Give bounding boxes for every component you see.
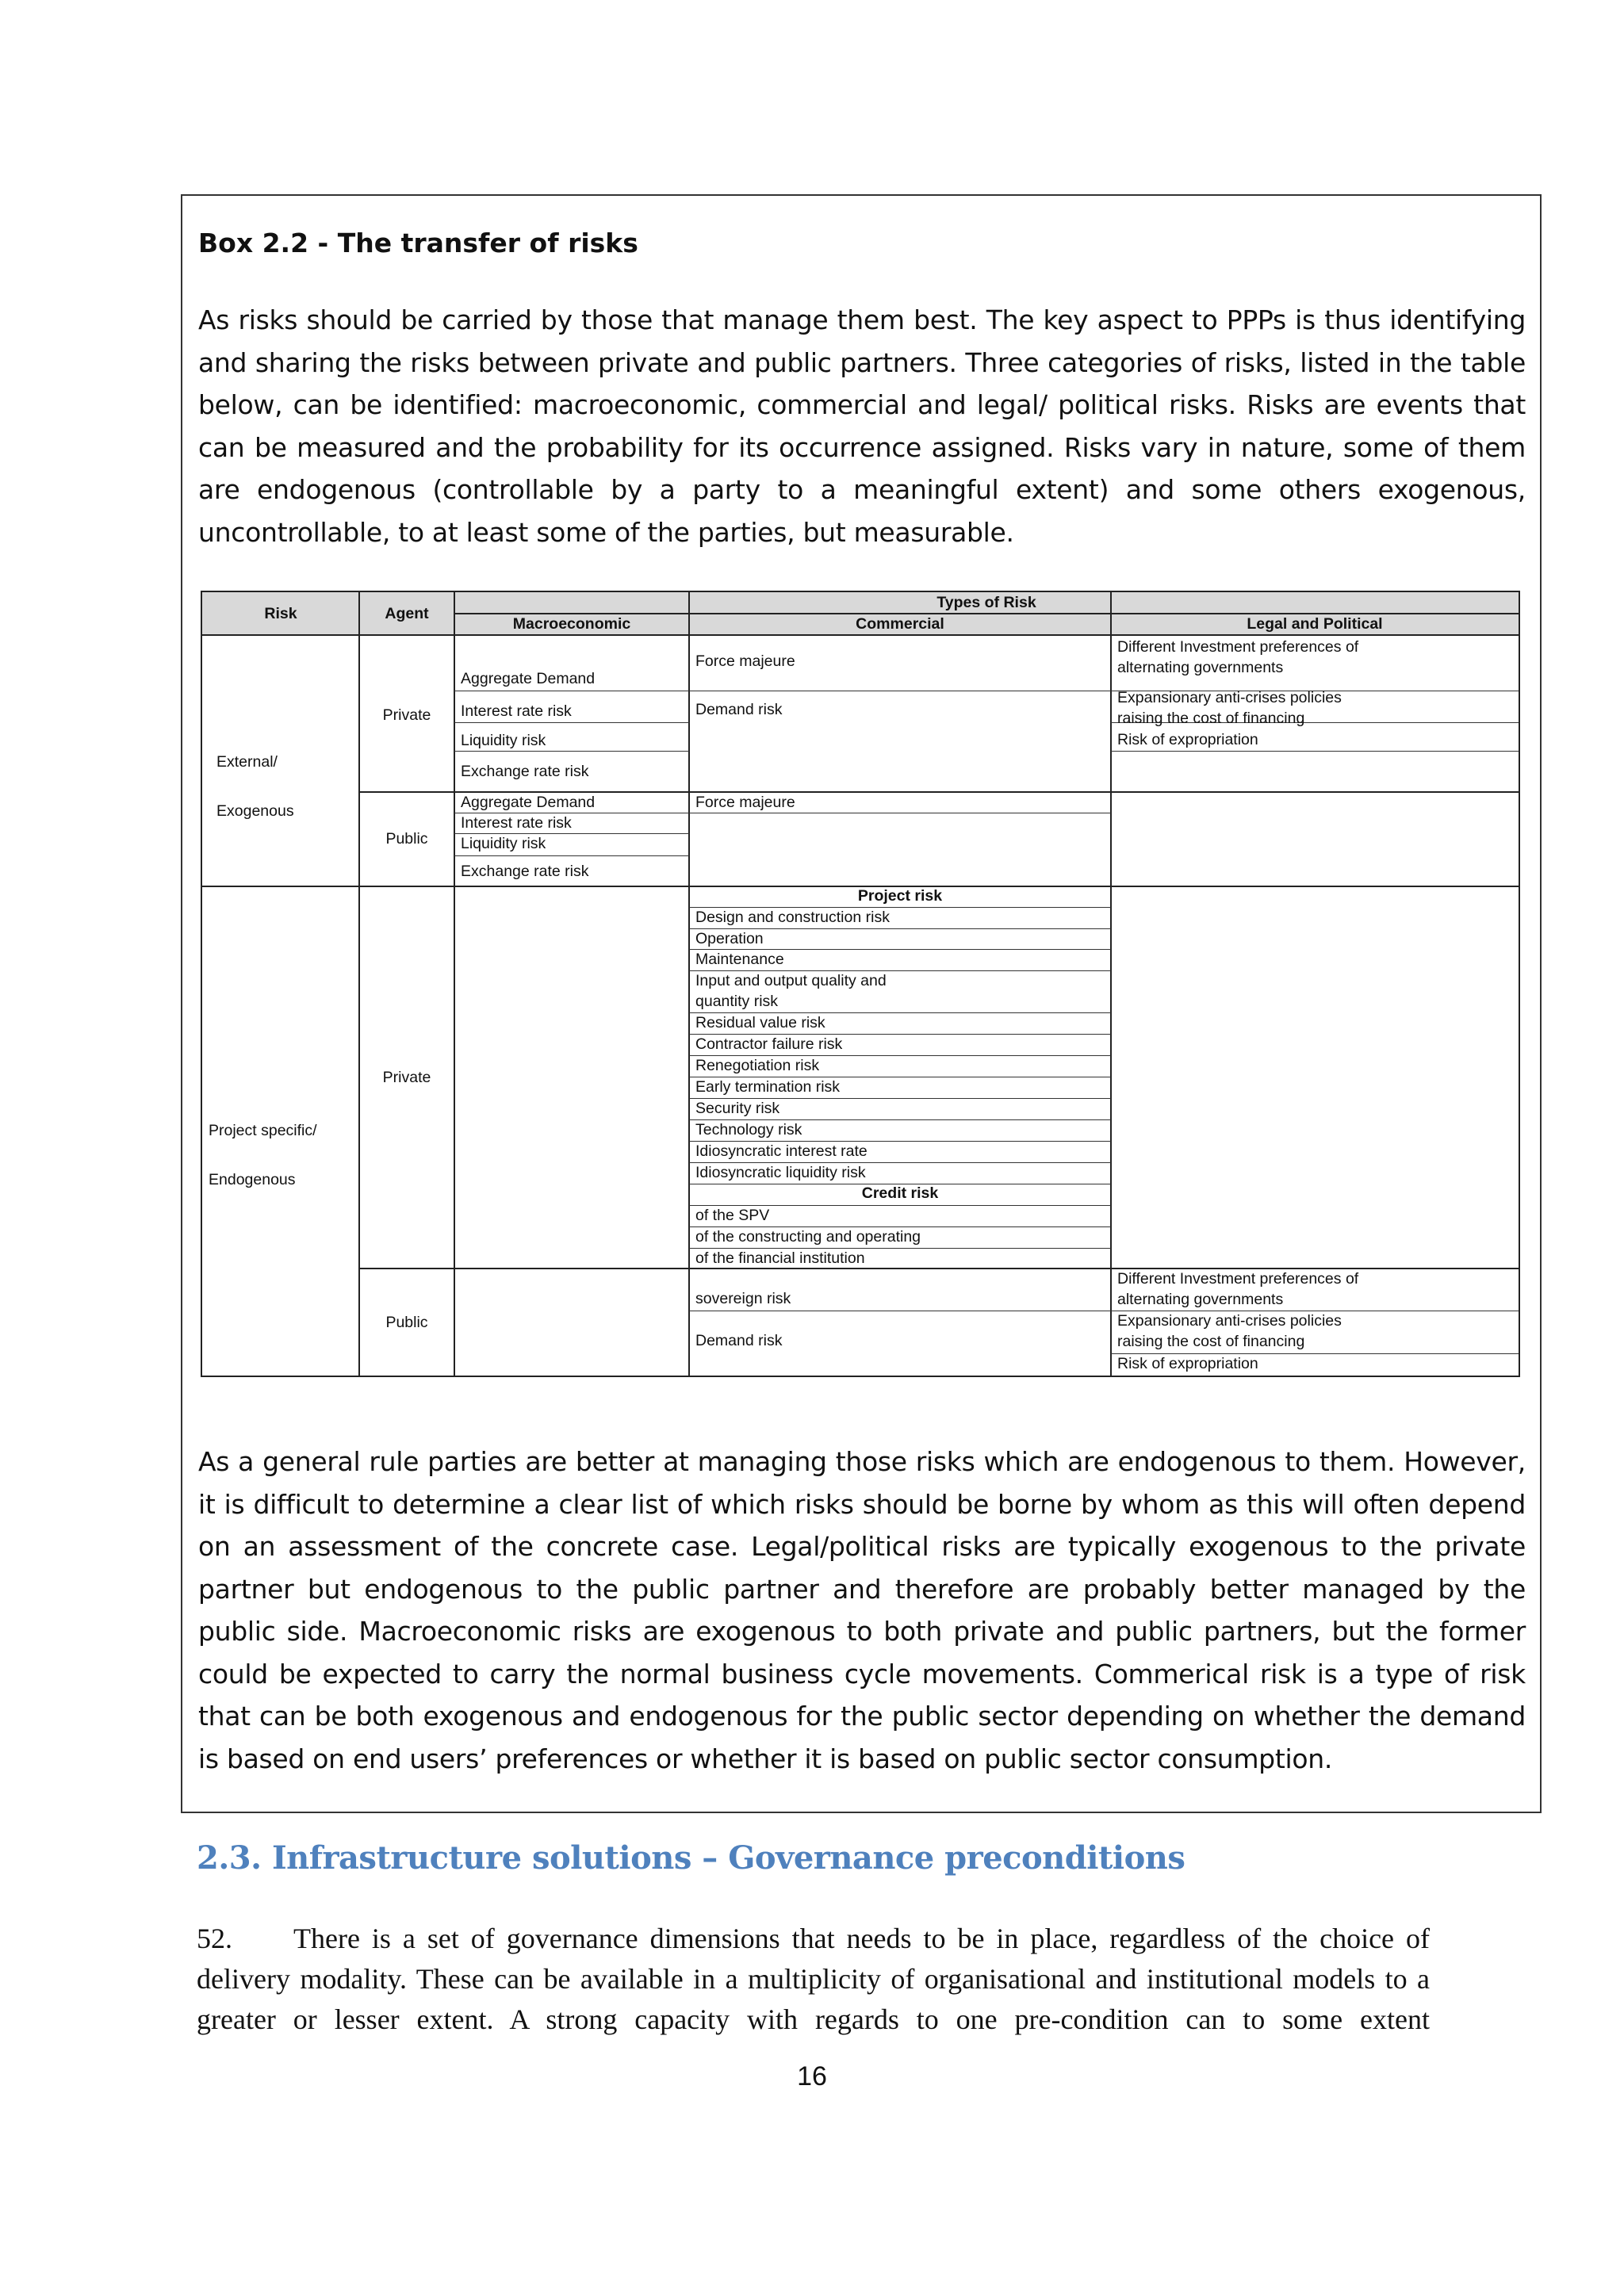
project-risk-item: Contractor failure risk <box>695 1035 843 1053</box>
box-intro-paragraph: As risks should be carried by those that manage them best. The key aspect to PPPs is thus identifying and sharing the risks between private and public partners. Three categories of risks, listed in the table below, can be identified: macroeconomic, commercial and legal/ political risks. Risks are events that can be measured and the probability for its occurrence assigned. Risks vary in nature, some of them are endogenous (controllable by a party to a meaningful extent) and some others exogenous, uncontrollable, to at least some of the parties, but measurable. <box>198 304 1526 548</box>
paragraph-text: There is a set of governance dimensions that needs to be in place, regardless of the choice of delivery modality. These can be available in a multiplicity of organisational and institutional models to a greater or lesser extent. A strong capacity with regards to one pre-condition can to some extent <box>197 1923 1430 2035</box>
project-risk-item: Maintenance <box>695 951 784 968</box>
credit-risk-item: of the financial institution <box>695 1249 865 1267</box>
legal-investment-preferences: Different Investment preferences of <box>1117 1270 1359 1288</box>
commercial-sovereign-risk: sovereign risk <box>695 1290 791 1307</box>
legal-expropriation: Risk of expropriation <box>1117 731 1258 748</box>
risk-label-external: External/ <box>216 753 278 771</box>
credit-risk-item: of the constructing and operating <box>695 1228 921 1246</box>
agent-private-project: Private <box>382 1069 431 1086</box>
paragraph-number: 52. <box>197 1923 232 1954</box>
commercial-force-majeure: Force majeure <box>695 652 795 670</box>
project-risk-item: Residual value risk <box>695 1014 825 1031</box>
grid-line <box>454 855 689 856</box>
grid-line <box>689 1098 1111 1099</box>
grid-line <box>454 833 689 834</box>
grid-line <box>689 970 1111 971</box>
agent-private-external: Private <box>382 706 431 724</box>
macro-exchange-rate-risk: Exchange rate risk <box>461 863 589 880</box>
credit-risk-header: Credit risk <box>861 1184 939 1202</box>
grid-line <box>359 791 1519 793</box>
macro-interest-rate-risk: Interest rate risk <box>461 702 572 720</box>
project-risk-item: Design and construction risk <box>695 909 890 926</box>
macro-liquidity-risk: Liquidity risk <box>461 732 546 749</box>
box-2-2 <box>181 194 1542 1813</box>
risk-label-exogenous: Exogenous <box>216 802 294 820</box>
risk-label-endogenous: Endogenous <box>209 1171 296 1188</box>
grid-line <box>1111 751 1519 752</box>
grid-line <box>689 1162 1111 1163</box>
paragraph-52 <box>197 1919 1430 2040</box>
header-legal-political: Legal and Political <box>1111 614 1519 635</box>
credit-risk-item: of the SPV <box>695 1207 770 1224</box>
header-risk: Risk <box>202 592 359 635</box>
legal-expropriation: Risk of expropriation <box>1117 1355 1258 1372</box>
project-risk-item: Input and output quality and <box>695 972 887 989</box>
project-risk-item: quantity risk <box>695 993 779 1010</box>
commercial-demand-risk: Demand risk <box>695 701 783 718</box>
legal-investment-preferences-cont: alternating governments <box>1117 1291 1284 1308</box>
macro-liquidity-risk: Liquidity risk <box>461 835 546 852</box>
legal-anti-crises-policies-cont: raising the cost of financing <box>1117 710 1305 727</box>
project-risk-header: Project risk <box>857 887 943 905</box>
grid-line <box>689 1012 1111 1013</box>
section-heading: 2.3. Infrastructure solutions – Governance preconditions <box>197 1839 1185 1877</box>
macro-aggregate-demand: Aggregate Demand <box>461 794 596 811</box>
grid-line <box>689 1248 1111 1249</box>
grid-line <box>454 613 1519 614</box>
grid-line <box>689 1055 1111 1056</box>
project-risk-item: Technology risk <box>695 1121 802 1138</box>
agent-public-project: Public <box>385 1314 428 1331</box>
grid-line <box>689 907 1111 908</box>
project-risk-item: Early termination risk <box>695 1078 841 1096</box>
legal-investment-preferences: Different Investment preferences of <box>1117 638 1359 656</box>
legal-anti-crises-policies: Expansionary anti-crises policies <box>1117 689 1342 706</box>
commercial-force-majeure: Force majeure <box>695 794 795 811</box>
project-risk-item: Renegotiation risk <box>695 1057 820 1074</box>
legal-anti-crises-policies: Expansionary anti-crises policies <box>1117 1312 1342 1330</box>
risk-table <box>201 591 1520 1377</box>
grid-line <box>359 1268 1519 1269</box>
macro-exchange-rate-risk: Exchange rate risk <box>461 763 589 780</box>
grid-line <box>1110 592 1112 1377</box>
project-risk-item: Operation <box>695 930 764 947</box>
header-types-of-risk: Types of Risk <box>454 592 1519 614</box>
grid-line <box>688 592 690 1377</box>
grid-line <box>689 1034 1111 1035</box>
project-risk-item: Security risk <box>695 1100 780 1117</box>
macro-interest-rate-risk: Interest rate risk <box>461 814 572 832</box>
legal-anti-crises-policies-cont: raising the cost of financing <box>1117 1333 1305 1350</box>
grid-line <box>689 1205 1111 1206</box>
risk-label-project-specific: Project specific/ <box>209 1122 317 1139</box>
agent-public-external: Public <box>385 830 428 848</box>
grid-line <box>1111 1353 1519 1354</box>
project-risk-item: Idiosyncratic interest rate <box>695 1142 868 1160</box>
grid-line <box>202 634 1519 636</box>
macro-aggregate-demand: Aggregate Demand <box>461 670 596 687</box>
commercial-demand-risk: Demand risk <box>695 1332 783 1349</box>
legal-investment-preferences-cont: alternating governments <box>1117 659 1284 676</box>
header-commercial: Commercial <box>689 614 1111 635</box>
grid-line <box>689 928 1111 929</box>
box-title: Box 2.2 - The transfer of risks <box>198 228 638 258</box>
grid-line <box>689 1119 1111 1120</box>
page-number: 16 <box>797 2061 827 2091</box>
grid-line <box>689 1141 1111 1142</box>
grid-line <box>689 1226 1111 1227</box>
header-macroeconomic: Macroeconomic <box>454 614 689 635</box>
box-conclusion-paragraph: As a general rule parties are better at managing those risks which are endogenous to them. However, it is difficult to determine a clear list of which risks should be borne by whom as this will often depend on an assessment of the concrete case. Legal/political risks are typically exogenous to the private partner but endogenous to the public partner and therefore are probably better managed by the public side. Macroeconomic risks are exogenous to both private and public partners, but the former could be expected to carry the normal business cycle movements. Commerical risk is a type of risk that can be both exogenous and endogenous for the public sector depending on whether the demand is based on end users’ preferences or whether it is based on public sector consumption. <box>198 1446 1526 1774</box>
grid-line <box>689 949 1111 950</box>
project-risk-item: Idiosyncratic liquidity risk <box>695 1164 866 1181</box>
grid-line <box>454 722 689 723</box>
grid-line <box>454 751 689 752</box>
header-agent: Agent <box>359 592 454 635</box>
